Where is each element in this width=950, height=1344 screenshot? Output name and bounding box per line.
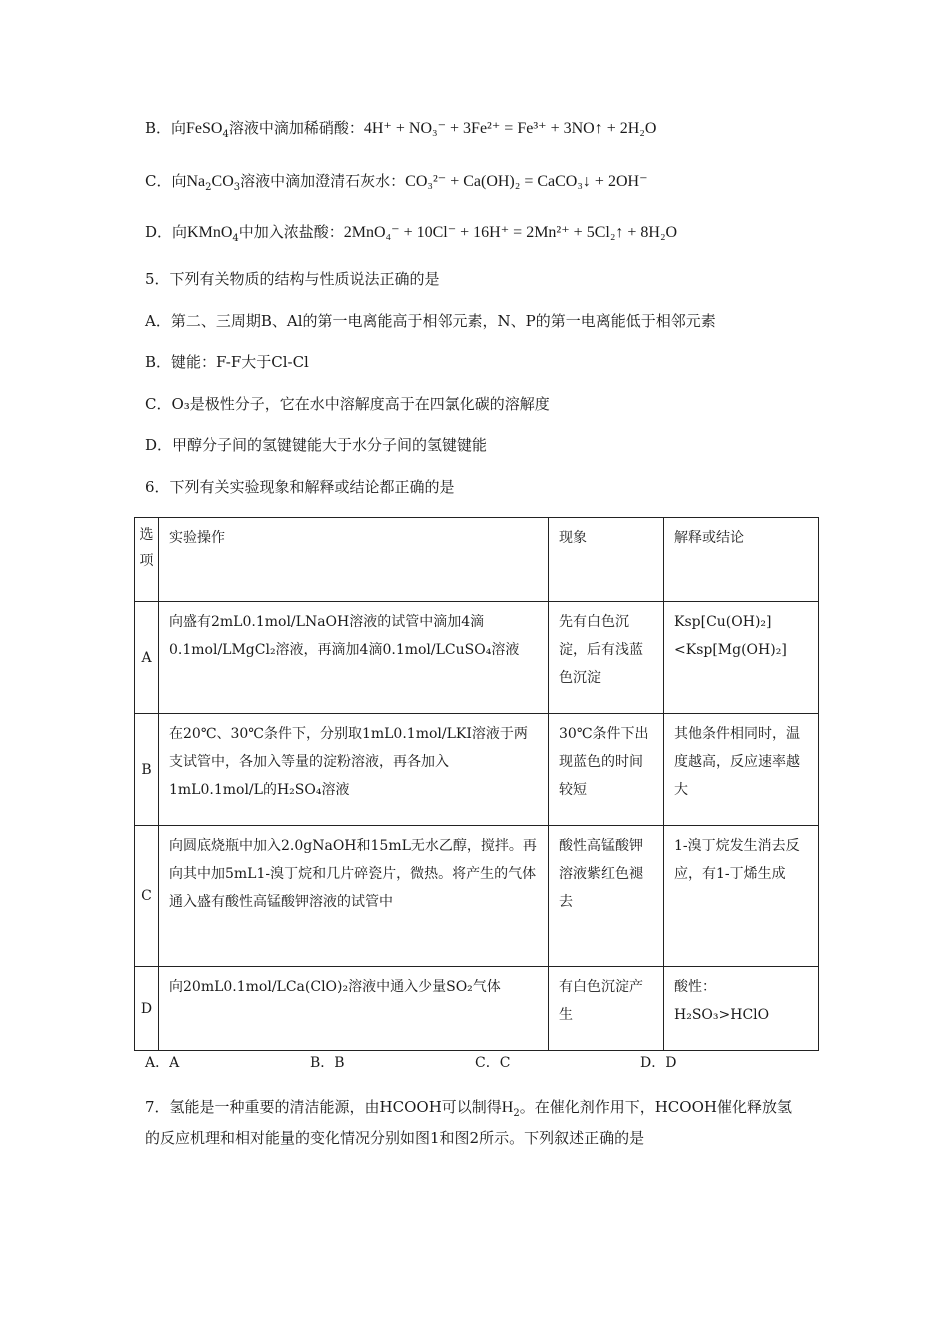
table-header-row [135,518,819,602]
q4-b-equation: 4H⁺ + NO₃⁻ + 3Fe²⁺ = Fe³⁺ + 3NO↑ + 2H₂O [363,120,657,137]
q6-answer-d: D．D [640,1055,677,1071]
row-phenomenon: 30℃条件下出现蓝色的时间较短 [549,714,664,826]
row-phenomenon: 先有白色沉淀，后有浅蓝色沉淀 [549,602,664,714]
q5-stem: 5．下列有关物质的结构与性质说法正确的是 [145,270,440,288]
row-conclusion: 其他条件相同时，温度越高，反应速率越大 [664,714,819,826]
row-phenomenon: 有白色沉淀产生 [549,967,664,1051]
header-phenomenon: 现象 [549,518,664,602]
header-conclusion: 解释或结论 [664,518,819,602]
q5-option-a: A．第二、三周期B、Al的第一电离能高于相邻元素，N、P的第一电离能低于相邻元素 [145,312,716,330]
q5-option-d: D．甲醇分子间的氢键键能大于水分子间的氢键键能 [145,436,488,454]
q6-answer-a: A．A [145,1055,180,1071]
q5-option-c: C．O₃是极性分子，它在水中溶解度高于在四氯化碳的溶解度 [145,395,550,413]
header-operation: 实验操作 [159,518,549,602]
q7-stem: 7．氢能是一种重要的清洁能源，由HCOOH可以制得$H_2$。在催化剂作用下，HCOOH催化释放氢的反应机理和相对能量的变化情况分别如图1和图2所示。下列叙述正确的是 [145,1098,792,1147]
table-row [135,967,819,1051]
row-operation: 向圆底烧瓶中加入2.0gNaOH和15mL无水乙醇，搅拌。再向其中加5mL1-溴丁烷和几片碎瓷片，微热。将产生的气体通入盛有酸性高锰酸钾溶液的试管中 [159,826,549,967]
q6-stem: 6．下列有关实验现象和解释或结论都正确的是 [145,478,455,496]
q5-option-b: B．键能：F-F大于Cl-Cl [145,353,309,371]
q4-d-equation: 2MnO₄⁻ + 10Cl⁻ + 16H⁺ = 2Mn²⁺ + 5Cl₂↑ + 8H₂O [343,224,678,241]
row-operation: 向盛有2mL0.1mol/LNaOH溶液的试管中滴加4滴0.1mol/LMgCl₂溶液，再滴加4滴0.1mol/LCuSO₄溶液 [159,602,549,714]
q4-option-c: C．向$Na_2CO_3$溶液中滴加澄清石灰水：CO₃²⁻ + Ca(OH)₂ = CaCO₃↓ + 2OH⁻ [145,172,648,193]
header-option: 选项 [135,518,159,602]
row-phenomenon: 酸性高锰酸钾溶液紫红色褪去 [549,826,664,967]
row-option: D [135,967,159,1051]
q4-option-b: B．向FeSO$_4$溶液中滴加稀硝酸：4H⁺ + NO₃⁻ + 3Fe²⁺ = Fe³⁺ + 3NO↑ + 2H₂O [145,119,657,140]
row-operation: 向20mL0.1mol/LCa(ClO)₂溶液中通入少量SO₂气体 [159,967,549,1051]
q6-table [134,517,819,1051]
row-option: A [135,602,159,714]
row-option: C [135,826,159,967]
row-conclusion: Ksp[Cu(OH)₂]<Ksp[Mg(OH)₂] [664,602,819,714]
q4-c-equation: CO₃²⁻ + Ca(OH)₂ = CaCO₃↓ + 2OH⁻ [405,173,648,190]
row-conclusion: 1-溴丁烷发生消去反应，有1-丁烯生成 [664,826,819,967]
row-conclusion: 酸性：H₂SO₃>HClO [664,967,819,1051]
q6-answer-c: C．C [475,1055,511,1071]
row-option: B [135,714,159,826]
q6-answer-b: B．B [310,1055,345,1071]
q4-option-d: D．向KMnO$_4$中加入浓盐酸：2MnO₄⁻ + 10Cl⁻ + 16H⁺ = 2Mn²⁺ + 5Cl₂↑ + 8H₂O [145,223,678,244]
row-operation: 在20℃、30℃条件下，分别取1mL0.1mol/LKI溶液于两支试管中，各加入等量的淀粉溶液，再各加入1mL0.1mol/L的H₂SO₄溶液 [159,714,549,826]
table-row [135,826,819,967]
table-row [135,714,819,826]
table-row [135,602,819,714]
